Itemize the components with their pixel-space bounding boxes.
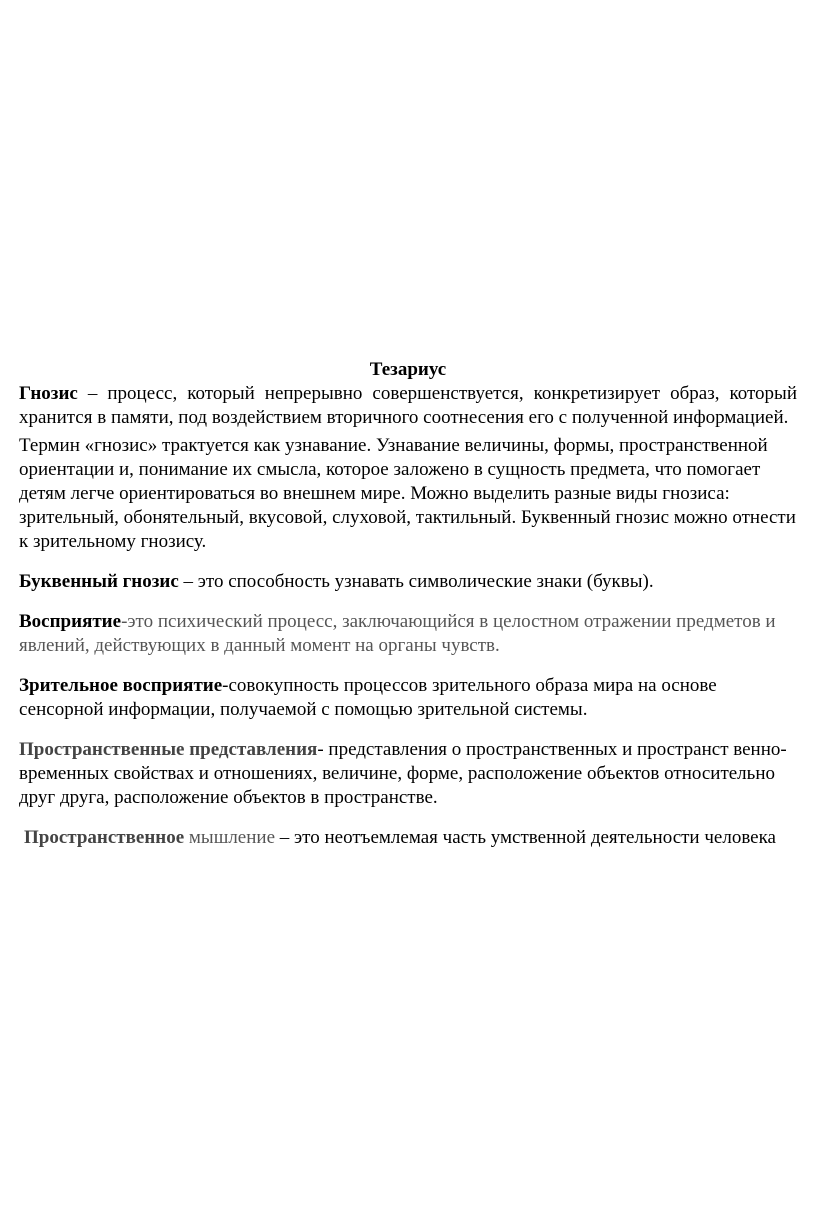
letter-gnozis-text: – это способность узнавать символические знаки (буквы). (178, 571, 654, 592)
spatial-representations-term: Пространственные представления (19, 739, 318, 760)
perception-term: Восприятие (19, 611, 122, 632)
perception-text: -это психический процесс, заключающийся в целостном отражении предметов и явлений, действующих в данный момент на органы чувств. (19, 611, 776, 656)
spatial-thinking-term-rest: мышление (184, 827, 276, 848)
document-page (19, 358, 797, 850)
visual-perception-definition (19, 674, 797, 722)
spatial-representations-text: - представления о пространственных и пространст венно-временных свойствах и отношениях, величине, форме, расположение объектов относительно друг друга, расположение объектов в пространстве. (19, 739, 787, 808)
visual-perception-term: Зрительное восприятие (19, 675, 223, 696)
document-title: Тезариус (369, 359, 447, 380)
spatial-representations-definition (19, 738, 797, 810)
gnozis-text: – процесс, который непрерывно совершенствуется, конкретизирует образ, который хранится в памяти, под воздействием вторичного соотнесения его с полученной информацией. (19, 383, 797, 428)
term-gnozis-paragraph: Термин «гнозис» трактуется как узнавание. Узнавание величины, формы, пространственной ориентации и, понимание их смысла, которое заложено в сущность предмета, что помогает детям легче ориентироваться во внешнем мире. Можно выделить разные виды гнозиса: зрительный, обонятельный, вкусовой, слуховой, тактильный. Буквенный гнозис можно отнести к зрительному гнозису. (19, 435, 796, 552)
perception-definition (19, 610, 797, 658)
gnozis-definition (19, 382, 797, 430)
letter-gnozis-definition (19, 570, 797, 594)
gnozis-term: Гнозис (19, 383, 78, 404)
visual-perception-text: -совокупность процессов зрительного образа мира на основе сенсорной информации, получаемой с помощью зрительной системы. (19, 675, 717, 720)
spatial-thinking-definition (19, 826, 797, 850)
spatial-thinking-term: Пространственное (24, 827, 185, 848)
letter-gnozis-term: Буквенный гнозис (19, 571, 179, 592)
spatial-thinking-text: – это неотъемлемая часть умственной деятельности человека (275, 827, 776, 848)
